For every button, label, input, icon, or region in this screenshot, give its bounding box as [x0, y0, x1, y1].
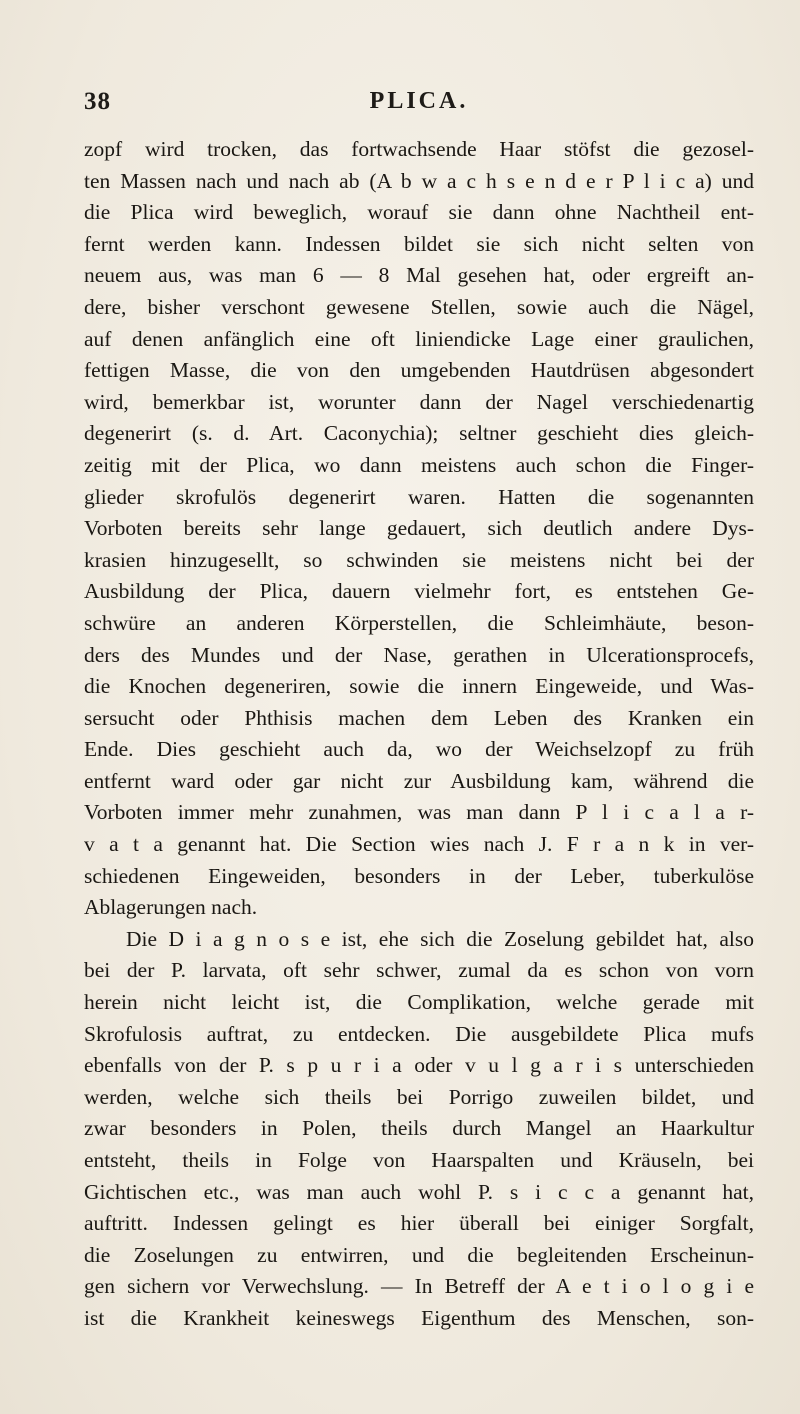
text-line: die Knochen degeneriren, sowie die innern Eingeweide, und Was-: [84, 674, 754, 699]
text-line: entsteht, theils in Folge von Haarspalten und Kräuseln, bei: [84, 1148, 754, 1172]
text-line: auf denen anfänglich eine oft liniendicke Lage einer graulichen,: [84, 326, 754, 351]
text-line: degenerirt (s. d. Art. Caconychia); seltner geschieht dies gleich-: [84, 421, 754, 446]
body-text: [84, 134, 754, 1335]
text-line: schiedenen Eingeweiden, besonders in der Leber, tuberkulöse: [84, 863, 754, 888]
text-line: neuem aus, was man 6 — 8 Mal gesehen hat, oder ergreift an-: [84, 263, 754, 288]
paragraph-2: [84, 924, 754, 1335]
text-line: zwar besonders in Polen, theils durch Mangel an Haarkultur: [84, 1116, 754, 1141]
running-title: PLICA.: [369, 88, 469, 114]
text-line: Ablagerungen nach.: [84, 895, 258, 920]
text-line: herein nicht leicht ist, die Complikation, welche gerade mit: [84, 990, 754, 1015]
text-line: auftritt. Indessen gelingt es hier überall bei einiger Sorgfalt,: [84, 1211, 754, 1236]
text-line: die Plica wird beweglich, worauf sie dann ohne Nachtheil ent-: [84, 200, 754, 225]
text-line: Ausbildung der Plica, dauern vielmehr fort, es entstehen Ge-: [84, 579, 754, 604]
text-line: ders des Mundes und der Nase, gerathen in Ulcerationsprocefs,: [84, 642, 754, 667]
text-line: dere, bisher verschont gewesene Stellen, sowie auch die Nägel,: [84, 294, 754, 319]
text-line: zeitig mit der Plica, wo dann meistens auch schon die Finger-: [84, 452, 754, 477]
text-line: Vorboten bereits sehr lange gedauert, sich deutlich andere Dys-: [84, 516, 754, 541]
text-line: krasien hinzugesellt, so schwinden sie meistens nicht bei der: [84, 547, 754, 572]
text-line: bei der P. larvata, oft sehr schwer, zumal da es schon von vorn: [84, 958, 754, 983]
text-line: werden, welche sich theils bei Porrigo zuweilen bildet, und: [84, 1084, 754, 1109]
text-line: wird, bemerkbar ist, worunter dann der Nagel verschiedenartig: [84, 389, 754, 414]
text-line: die Zoselungen zu entwirren, und die begleitenden Erscheinun-: [84, 1242, 754, 1267]
text-line: sersucht oder Phthisis machen dem Leben des Kranken ein: [84, 705, 754, 730]
text-line: gen sichern vor Verwechslung. — In Betreff der A e t i o l o g i e: [84, 1274, 754, 1299]
paragraph-1: [84, 134, 754, 924]
text-line: zopf wird trocken, das fortwachsende Haar stöfst die gezosel-: [84, 137, 754, 161]
text-line: Gichtischen etc., was man auch wohl P. s i c c a genannt hat,: [84, 1179, 754, 1204]
text-line: ebenfalls von der P. s p u r i a oder v u l g a r i s unterschieden: [84, 1053, 754, 1078]
text-line: Ende. Dies geschieht auch da, wo der Weichselzopf zu früh: [84, 737, 754, 762]
page-number: 38: [84, 88, 111, 115]
text-line: ten Massen nach und nach ab (A b w a c h s e n d e r P l i c a) und: [84, 168, 754, 193]
text-line: Die D i a g n o s e ist, ehe sich die Zoselung gebildet hat, also: [126, 926, 754, 951]
text-line: glieder skrofulös degenerirt waren. Hatten die sogenannten: [84, 484, 754, 509]
text-line: schwüre an anderen Körperstellen, die Schleimhäute, beson-: [84, 610, 754, 635]
text-line: Vorboten immer mehr zunahmen, was man dann P l i c a l a r-: [84, 800, 754, 825]
text-line: fernt werden kann. Indessen bildet sie sich nicht selten von: [84, 231, 754, 256]
text-line: v a t a genannt hat. Die Section wies nach J. F r a n k in ver-: [84, 832, 754, 857]
text-line: entfernt ward oder gar nicht zur Ausbildung kam, während die: [84, 768, 754, 793]
text-line: fettigen Masse, die von den umgebenden Hautdrüsen abgesondert: [84, 358, 754, 383]
text-line: Skrofulosis auftrat, zu entdecken. Die ausgebildete Plica mufs: [84, 1021, 754, 1046]
text-line: ist die Krankheit keineswegs Eigenthum des Menschen, son-: [84, 1305, 754, 1330]
page-header: [84, 88, 754, 124]
